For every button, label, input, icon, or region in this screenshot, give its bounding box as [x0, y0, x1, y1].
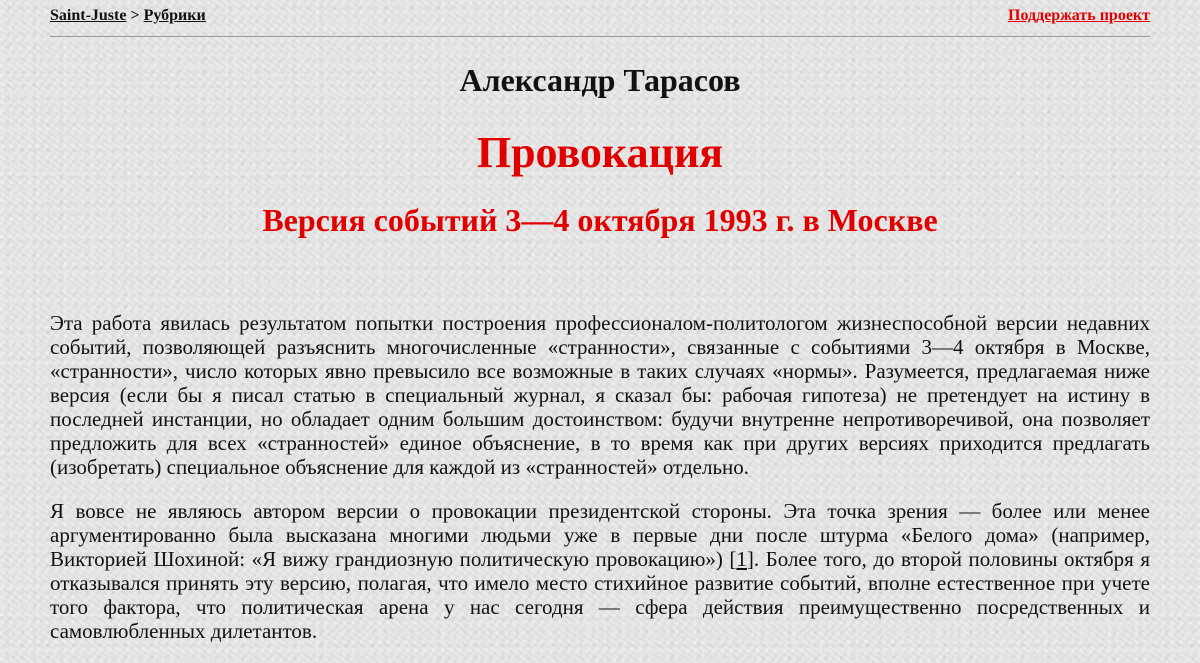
article-paragraph-1: Эта работа явилась результатом попытки построения профессионалом-политологом жизнеспособной версии недавних событий, позволяющей разъяснить многочисленные «странности», связанные с событиями 3—4 октября в Москве, «странности», число которых явно превысило все возможные в таких случаях «нормы». Разумеется, предлагаемая ниже версия (если бы я писал статью в специальный журнал, я сказал бы: рабочая гипотеза) не претендует на истину в последней инстанции, но обладает одним большим достоинством: будучи внутренне непротиворечивой, она позволяет предложить для всех «странностей» единое объяснение, в то время как при других версиях приходится предлагать (изобретать) специальное объяснение для каждой из «странностей» отдельно.: [50, 311, 1150, 479]
breadcrumb-home-link[interactable]: Saint-Juste: [50, 7, 127, 24]
breadcrumb: [50, 7, 206, 25]
footnote-link-1[interactable]: 1: [736, 547, 747, 571]
article-author: Александр Тарасов: [459, 62, 741, 98]
page: [50, 0, 1150, 643]
article-paragraph-2: [50, 499, 1150, 643]
breadcrumb-separator: >: [126, 7, 144, 24]
paragraph-2-text-start: Я вовсе не являюсь автором версии о провокации президентской стороны. Эта точка зрения — более или менее аргументированно была высказана многими людьми уже в первые дни после штурма «Белого дома» (например, Викторией Шохиной: «Я вижу грандиозную политическую провокацию») [: [50, 499, 1150, 571]
top-navigation-bar: [50, 0, 1150, 37]
breadcrumb-rubrics-link[interactable]: Рубрики: [143, 7, 206, 24]
article-body: [50, 311, 1150, 663]
article-subtitle: Версия событий 3—4 октября 1993 г. в Москве: [262, 202, 938, 238]
paragraph-2-text-end: ]. Более того, до второй половины октября я отказывался принять эту версию, полагая, что имело место стихийное развитие событий, вполне естественное при учете того фактора, что политическая арена у нас сегодня — сфера действия преимущественно посредственных и самовлюбленных дилетантов.: [50, 547, 1150, 643]
support-project-link[interactable]: Поддержать проект: [1008, 7, 1150, 24]
article-title: Провокация: [476, 128, 724, 177]
